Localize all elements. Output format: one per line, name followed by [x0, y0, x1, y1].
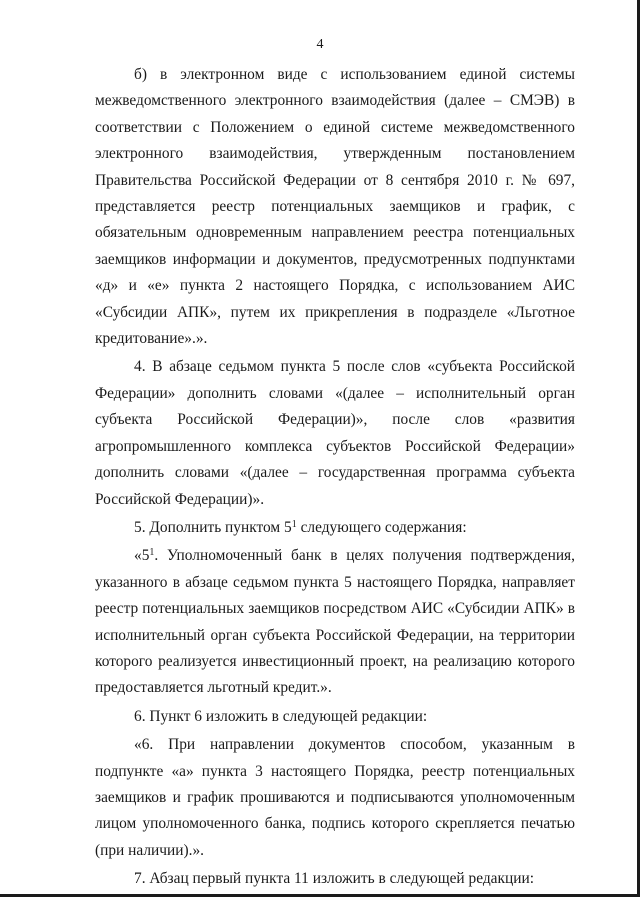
paragraph-item-5-text: 5. Дополнить пунктом 5 — [134, 518, 292, 536]
paragraph-item-5-1-text: . Уполномоченный банк в целях получения подтверждения, указанного в абзаце седьмом пункта 5 настоящего Порядка, направляет реестр потенциальных заемщиков посредством АИС «Субсидии АПК» в исполнительный орган субъекта Российской Федерации, на территории которого реализуется инвестиционный проект, на реализацию которого предоставляется льготный кредит.». — [95, 547, 575, 697]
paragraph-item-5-1-start: «5 — [134, 547, 150, 565]
page-number: 4 — [316, 37, 324, 52]
paragraph-item-6: 6. Пункт 6 изложить в следующей редакции: — [134, 707, 428, 725]
paragraph-item-4: 4. В абзаце седьмом пункта 5 после слов «субъекта Российской Федерации» дополнить словами «(далее – исполнительный орган субъекта Российской Федерации)», после слов «развития агропромышленного комплекса субъектов Российской Федерации» дополнить словами «(далее – государственная программа субъекта Российской Федерации)». — [95, 358, 575, 508]
paragraph-item-5-text-end: следующего содержания: — [296, 518, 467, 536]
paragraph-item-6-content: «6. При направлении документов способом, указанным в подпункте «а» пункта 3 настоящего Порядка, реестр потенциальных заемщиков и график прошиваются и подписываются уполномоченным лицом уполномоченного банка, подпись которого скрепляется печатью (при наличии).». — [95, 736, 575, 859]
paragraph-item-5-1-content — [95, 543, 575, 701]
paragraph-item-7: 7. Абзац первый пункта 11 изложить в следующей редакции: — [134, 870, 534, 888]
superscript: 1 — [291, 518, 297, 530]
superscript: 1 — [149, 547, 155, 559]
paragraph-b-electronic-submission: б) в электронном виде с использованием единой системы межведомственного электронного взаимодействия (далее – СМЭВ) в соответствии с Положением о единой системе межведомственного электронного взаимодействия, утвержденным постановлением Правительства Российской Федерации от 8 сентября 2010 г. № 697, представляется реестр потенциальных заемщиков и график, с обязательным одновременным направлением реестра потенциальных заемщиков информации и документов, предусмотренных подпунктами «д» и «е» пункта 2 настоящего Порядка, с использованием АИС «Субсидии АПК», путем их прикрепления в подразделе «Льготное кредитование».». — [95, 66, 575, 348]
document-body — [95, 62, 575, 893]
paragraph-item-5 — [95, 515, 575, 541]
